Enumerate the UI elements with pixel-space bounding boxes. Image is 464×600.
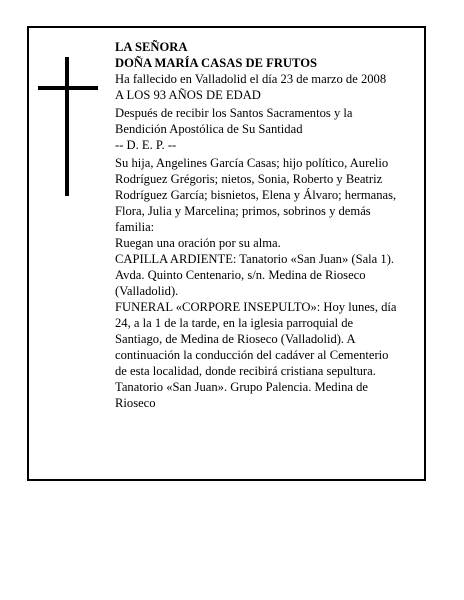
family-line-2: Rodríguez Grégoris; nietos, Sonia, Roberto y Beatriz [115, 172, 383, 186]
age-line: A LOS 93 AÑOS DE EDAD [115, 88, 261, 102]
funeral-line-4: continuación la conducción del cadáver al Cementerio [115, 348, 389, 362]
rip-line: -- D. E. P. -- [115, 138, 177, 152]
chapel-line-3: (Valladolid). [115, 284, 179, 298]
chapel-line-1: CAPILLA ARDIENTE: Tanatorio «San Juan» (Sala 1). [115, 252, 395, 266]
prayer-line: Ruegan una oración por su alma. [115, 236, 281, 250]
funeral-line-2: 24, a la 1 de la tarde, en la iglesia parroquial de [115, 316, 354, 330]
funeral-line-3: Santiago, de Medina de Rioseco (Valladolid). A [115, 332, 356, 346]
cross-icon-bar [38, 86, 98, 90]
sacraments-line-1: Después de recibir los Santos Sacramentos y la [115, 106, 353, 120]
funeral-line-6: Tanatorio «San Juan». Grupo Palencia. Medina de [115, 380, 369, 394]
family-line-3: Rodríguez García; bisnietos, Elena y Álvaro; hermanas, [115, 188, 397, 202]
obituary-text [115, 39, 425, 411]
sacraments-line-2: Bendición Apostólica de Su Santidad [115, 122, 303, 136]
cross-icon [65, 57, 69, 196]
funeral-line-1: FUNERAL «CORPORE INSEPULTO»: Hoy lunes, día [115, 300, 397, 314]
family-line-1: Su hija, Angelines García Casas; hijo político, Aurelio [115, 156, 389, 170]
deceased-name: DOÑA MARÍA CASAS DE FRUTOS [115, 56, 317, 70]
family-line-5: familia: [115, 220, 155, 234]
chapel-line-2: Avda. Quinto Centenario, s/n. Medina de Rioseco [115, 268, 366, 282]
family-line-4: Flora, Julia y Marcelina; primos, sobrinos y demás [115, 204, 371, 218]
death-statement: Ha fallecido en Valladolid el día 23 de marzo de 2008 [115, 72, 387, 86]
notice-title: LA SEÑORA [115, 40, 188, 54]
funeral-line-5: de esta localidad, donde recibirá cristiana sepultura. [115, 364, 376, 378]
funeral-line-7: Rioseco [115, 396, 156, 410]
